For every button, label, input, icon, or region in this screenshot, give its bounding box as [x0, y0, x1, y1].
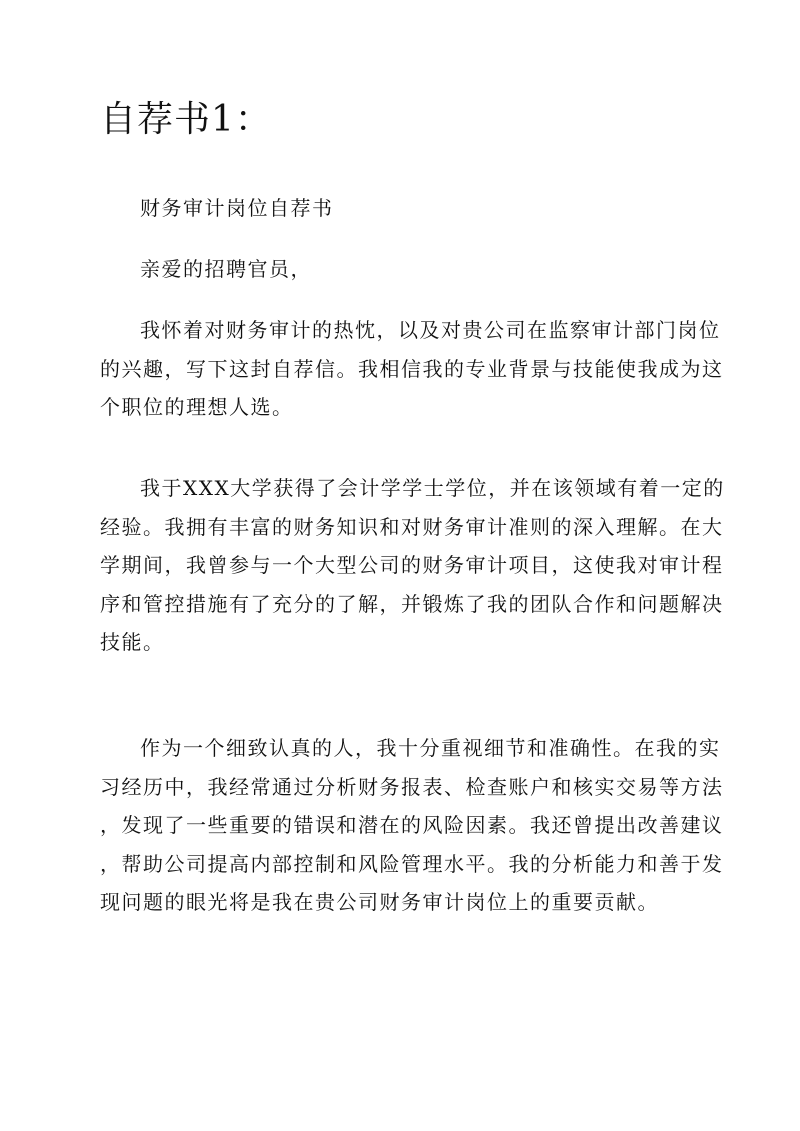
- paragraph-line: 技能。: [100, 630, 165, 655]
- paragraph-line: 我于XXX大学获得了会计学学士学位，并在该领域有着一定的: [140, 476, 725, 500]
- paragraph-line: 学期间，我曾参与一个大型公司的财务审计项目，这使我对审计程: [100, 553, 724, 578]
- paragraph-2: [100, 469, 725, 662]
- page-heading: 自荐书1：: [100, 99, 272, 140]
- paragraph-line: 习经历中，我经常通过分析财务报表、检查账户和核实交易等方法: [100, 774, 724, 799]
- paragraph-line: 现问题的眼光将是我在贵公司财务审计岗位上的重要贡献。: [100, 890, 659, 915]
- paragraph-line: 个职位的理想人选。: [100, 395, 294, 420]
- paragraph-line: ，帮助公司提高内部控制和风险管理水平。我的分析能力和善于发: [100, 851, 724, 876]
- paragraph-line: 经验。我拥有丰富的财务知识和对财务审计准则的深入理解。在大: [100, 514, 724, 539]
- salutation-text: 亲爱的招聘官员，: [140, 257, 312, 281]
- paragraph-3: [100, 729, 724, 922]
- paragraph-line: 的兴趣，写下这封自荐信。我相信我的专业背景与技能使我成为这: [100, 356, 724, 381]
- paragraph-line: 序和管控措施有了充分的了解，并锻炼了我的团队合作和问题解决: [100, 591, 724, 616]
- salutation: [100, 250, 700, 289]
- paragraph-line: ，发现了一些重要的错误和潜在的风险因素。我还曾提出改善建议: [100, 813, 724, 838]
- paragraph-line: 作为一个细致认真的人，我十分重视细节和准确性。在我的实: [140, 736, 721, 760]
- letter-title-text: 财务审计岗位自荐书: [140, 196, 334, 220]
- paragraph-1: [100, 311, 724, 427]
- paragraph-line: 我怀着对财务审计的热忱，以及对贵公司在监察审计部门岗位: [140, 318, 721, 342]
- letter-title: [100, 189, 700, 228]
